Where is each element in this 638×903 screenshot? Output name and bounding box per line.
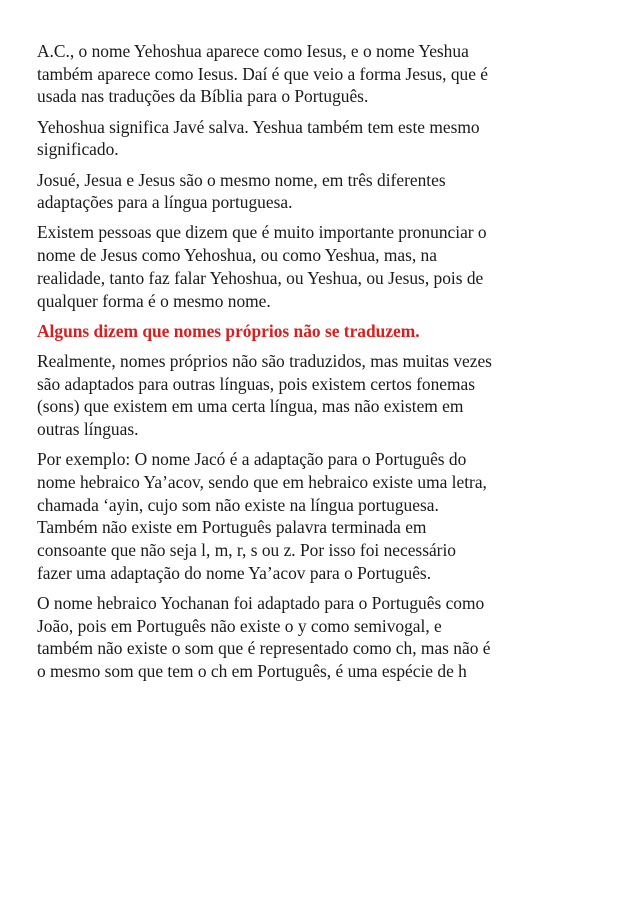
paragraph-pronunciation: Existem pessoas que dizem que é muito importante pronunciar o nome de Jesus como Yehoshua, ou como Yeshua, mas, na realidade, tanto faz falar Yehoshua, ou Yeshua, ou Jesus, pois de qualquer forma é o mesmo nome. [37, 222, 487, 311]
paragraph-origin-of-jesus-name: A.C., o nome Yehoshua aparece como Iesus, e o nome Yeshua também aparece como Iesus. Daí é que veio a forma Jesus, que é usada nas traduções da Bíblia para o Português. [37, 41, 489, 107]
paragraph-meaning: Yehoshua significa Javé salva. Yeshua também tem este mesmo significado. [37, 116, 480, 160]
document-page [37, 40, 607, 690]
paragraph-jaco-example: Por exemplo: O nome Jacó é a adaptação para o Português do nome hebraico Ya’acov, sendo que em hebraico existe uma letra, chamada ‘ayin, cujo som não existe na língua portuguesa. Também não existe em Português palavra terminada em consoante que não seja l, m, r, s ou z. Por isso foi necessário fazer uma adaptação do nome Ya’acov para o Português. [37, 449, 487, 583]
paragraph-joao-example: O nome hebraico Yochanan foi adaptado para o Português como João, pois em Português não existe o y como semivogal, e também não existe o som que é representado como ch, mas não é o mesmo som que tem o ch em Português, é uma espécie de h [37, 592, 491, 682]
section-heading: Alguns dizem que nomes próprios não se traduzem. [37, 320, 420, 341]
paragraph-same-name: Josué, Jesua e Jesus são o mesmo nome, em três diferentes adaptações para a língua portuguesa. [37, 169, 446, 213]
paragraph-names-adapted: Realmente, nomes próprios não são traduzidos, mas muitas vezes são adaptados para outras línguas, pois existem certos fonemas (sons) que existem em uma certa língua, mas não existem em outras línguas. [37, 350, 492, 440]
